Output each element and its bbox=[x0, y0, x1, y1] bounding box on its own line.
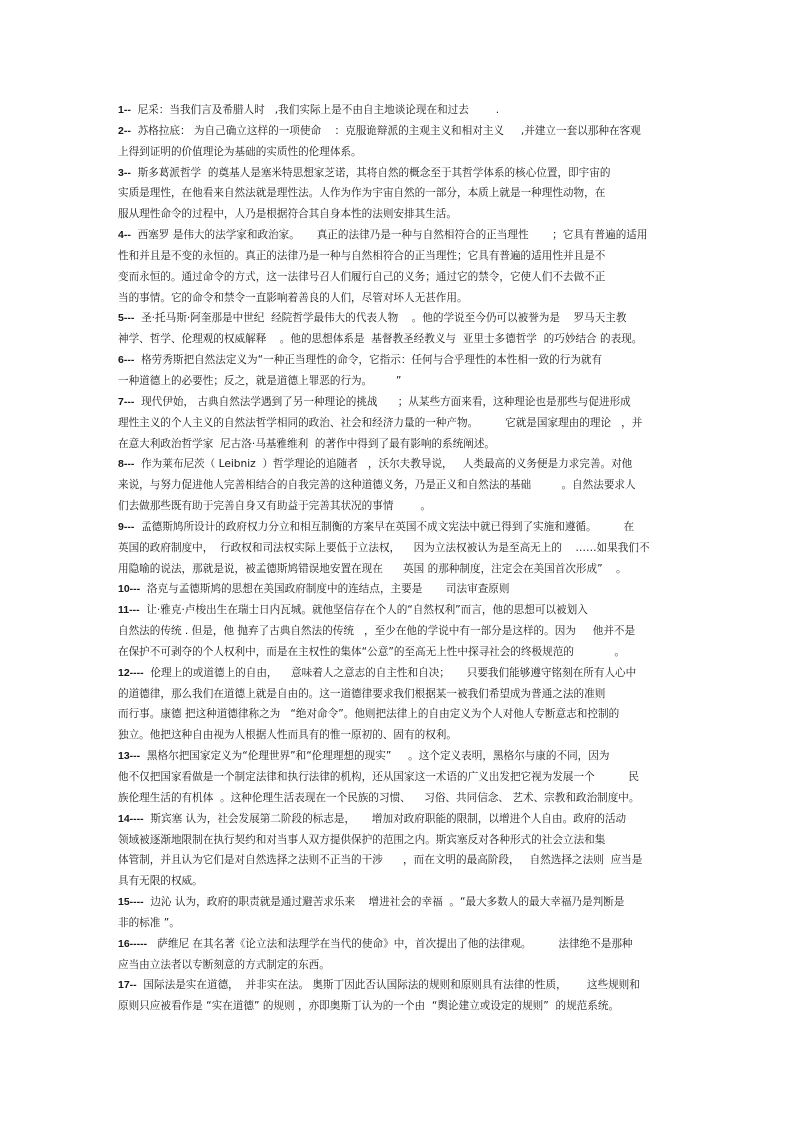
entry-number: 8--- bbox=[118, 458, 135, 471]
entry-number: 5--- bbox=[118, 312, 135, 325]
line-text: 作为莱布尼茨（ Leibniz ）哲学理论的追随者 ，沃尔夫教导说， 人类最高的义务便是力求完善。对他 bbox=[134, 458, 633, 471]
line-text: 圣·托马斯·阿奎那是中世纪 经院哲学最伟大的代表人物 。他的学说至今仍可以被誉为是 罗马天主教 bbox=[134, 312, 627, 325]
line-text: 边沁 认为，政府的职责就是通过避苦求乐来 增进社会的幸福 。“最大多数人的最大幸福乃是判断是 bbox=[143, 896, 625, 909]
line-text: 黑格尔把国家定义为“伦理世界”和“伦理理想的现实” 。这个定义表明，黑格尔与康的不同，因为 bbox=[140, 750, 610, 763]
line-text: 族伦理生活的有机体 。这种伦理生活表现在一个民族的习惯、 习俗、共同信念、 艺术、宗教和政治制度中。 bbox=[118, 791, 640, 804]
continuation-line bbox=[118, 725, 678, 746]
line-text: 萨维尼 在其名著《论立法和法理学在当代的使命》中，首次提出了他的法律观。 法律绝不是那种 bbox=[147, 937, 633, 950]
continuation-line bbox=[118, 955, 678, 976]
line-text: 现代伊始， 古典自然法学遇到了另一种理论的挑战 ；从某些方面来看，这种理论也是那些与促进形成 bbox=[134, 395, 631, 408]
line-text: 孟德斯鸠所设计的政府权力分立和相互制衡的方案早在英国不成文宪法中就已得到了实施和遵循。 在 bbox=[134, 520, 635, 533]
entry-number: 4-- bbox=[118, 229, 131, 242]
line-text: 斯多葛派哲学 的奠基人是塞米特思想家芝诺，其将自然的概念至于其哲学体系的核心位置，即宇宙的 bbox=[130, 166, 611, 179]
continuation-line bbox=[118, 496, 678, 517]
line-text: 独立。他把这种自由视为人根据人性而具有的惟一原初的、固有的权利。 bbox=[118, 729, 457, 742]
entry-number: 13--- bbox=[118, 750, 141, 763]
numbered-entry-line bbox=[118, 934, 678, 955]
continuation-line bbox=[118, 538, 678, 559]
line-text: 用隐喻的说法，那就是说，被孟德斯鸠错误地安置在现在 英国 的那种制度，注定会在美国首次形成” 。 bbox=[118, 562, 627, 575]
entry-number: 11--- bbox=[118, 604, 140, 617]
continuation-line bbox=[118, 767, 678, 788]
continuation-line bbox=[118, 996, 678, 1017]
line-text: 性和并且是不变的永恒的。真正的法律乃是一种与自然相符合的正当理性；它具有普遍的适用性并且是不 bbox=[118, 249, 606, 262]
document-body bbox=[118, 100, 678, 1017]
numbered-entry-line bbox=[118, 308, 678, 329]
entry-number: 15---- bbox=[118, 896, 144, 909]
line-text: 应当由立法者以专断刻意的方式制定的东西。 bbox=[118, 958, 330, 971]
line-text: 来说，与努力促进他人完善相结合的自我完善的这种道德义务，乃是正义和自然法的基础 。自然法要求人 bbox=[118, 479, 636, 492]
numbered-entry-line bbox=[118, 454, 678, 475]
numbered-entry-line bbox=[118, 663, 678, 684]
continuation-line bbox=[118, 267, 678, 288]
entry-number: 14---- bbox=[118, 812, 144, 825]
entry-number: 2-- bbox=[118, 124, 131, 137]
numbered-entry-line bbox=[118, 225, 678, 246]
line-text: 一种道德上的必要性；反之，就是道德上罪恶的行为。 ” bbox=[118, 374, 402, 387]
continuation-line bbox=[118, 371, 678, 392]
entry-number: 17-- bbox=[118, 979, 137, 992]
line-text: 当的事情。它的命令和禁令一直影响着善良的人们，尽管对坏人无甚作用。 bbox=[118, 291, 468, 304]
line-text: 的道德律，那么我们在道德上就是自由的。这一道德律要求我们根据某一被我们希望成为普通之法的准则 bbox=[118, 687, 606, 700]
continuation-line bbox=[118, 830, 678, 851]
line-text: 服从理性命令的过程中，人乃是根据符合其自身本性的法则安排其生活。 bbox=[118, 208, 457, 221]
numbered-entry-line bbox=[118, 809, 678, 830]
line-text: 原则只应被看作是 “实在道德” 的规则 ，亦即奥斯丁认为的一个由 “舆论建立或设定的规则” 的规范系统。 bbox=[118, 1000, 620, 1013]
line-text: 而行事。康德 把这种道德律称之为 “绝对命令”。他则把法律上的自由定义为个人对他人专断意志和控制的 bbox=[118, 708, 620, 721]
line-text: 洛克与孟德斯鸠的思想在美国政府制度中的连结点，主要是 司法审查原则 bbox=[140, 583, 510, 596]
continuation-line bbox=[118, 204, 678, 225]
line-text: 上得到证明的价值理论为基础的实质性的伦理体系。 bbox=[118, 145, 362, 158]
entry-number: 6--- bbox=[118, 354, 135, 367]
numbered-entry-line bbox=[118, 892, 678, 913]
numbered-entry-line bbox=[118, 579, 678, 600]
entry-number: 16----- bbox=[118, 937, 148, 950]
line-text: 变而永恒的。通过命令的方式，这一法律号召人们履行自己的义务；通过它的禁令，它使人们不去做不正 bbox=[118, 270, 606, 283]
continuation-line bbox=[118, 413, 678, 434]
line-text: 斯宾塞 认为，社会发展第二阶段的标志是， 增加对政府职能的限制，以增进个人自由。政府的活动 bbox=[143, 812, 627, 825]
line-text: 具有无限的权威。 bbox=[118, 875, 203, 888]
line-text: 让·雅克·卢梭出生在瑞士日内瓦城。就他坚信存在个人的“自然权利”而言，他的思想可以被划入 bbox=[139, 604, 588, 617]
line-text: 在意大利政治哲学家 尼古洛·马基雅维利 的著作中得到了最有影响的系统阐述。 bbox=[118, 437, 496, 450]
numbered-entry-line bbox=[118, 392, 678, 413]
entry-number: 3-- bbox=[118, 166, 131, 179]
numbered-entry-line bbox=[118, 600, 678, 621]
continuation-line bbox=[118, 434, 678, 455]
continuation-line bbox=[118, 142, 678, 163]
line-text: 们去做那些既有助于完善自身又有助益于完善其状况的事情 。 bbox=[118, 500, 431, 513]
numbered-entry-line bbox=[118, 350, 678, 371]
line-text: 自然法的传统 . 但是，他 抛弃了古典自然法的传统 ，至少在他的学说中有一部分是这样的。因为 他并不是 bbox=[118, 625, 636, 638]
line-text: 在保护不可剥夺的个人权利中，而是在主权性的集体“公意”的至高无上性中探寻社会的终极规范的 。 bbox=[118, 645, 625, 658]
continuation-line bbox=[118, 288, 678, 309]
line-text: 英国的政府制度中， 行政权和司法权实际上要低于立法权， 因为立法权被认为是至高无上的 ……如果我们不 bbox=[118, 541, 650, 554]
line-text: 他不仅把国家看做是一个制定法律和执行法律的机构，还从国家这一术语的广义出发把它视为发展一个 民 bbox=[118, 771, 639, 783]
numbered-entry-line bbox=[118, 100, 678, 121]
continuation-line bbox=[118, 621, 678, 642]
line-text: 非的标准 ”。 bbox=[118, 916, 180, 929]
continuation-line bbox=[118, 475, 678, 496]
entry-number: 12---- bbox=[118, 666, 144, 679]
numbered-entry-line bbox=[118, 975, 678, 996]
numbered-entry-line bbox=[118, 746, 678, 767]
continuation-line bbox=[118, 329, 678, 350]
continuation-line bbox=[118, 246, 678, 267]
continuation-line bbox=[118, 684, 678, 705]
continuation-line bbox=[118, 850, 678, 871]
line-text: 神学、哲学、伦理观的权威解释 。他的思想体系是 基督教圣经教义与 亚里士多德哲学 的巧妙结合 的表现。 bbox=[118, 333, 643, 346]
numbered-entry-line bbox=[118, 163, 678, 184]
continuation-line bbox=[118, 559, 678, 580]
entry-number: 9--- bbox=[118, 520, 135, 533]
entry-number: 1-- bbox=[118, 104, 131, 116]
continuation-line bbox=[118, 913, 678, 934]
entry-number: 10--- bbox=[118, 583, 141, 596]
continuation-line bbox=[118, 704, 678, 725]
line-text: 尼采：当我们言及希腊人时 ,我们实际上是不由自主地谈论现在和过去 . bbox=[130, 104, 500, 116]
line-text: 西塞罗 是伟大的法学家和政治家。 真正的法律乃是一种与自然相符合的正当理性 ；它具有普遍的适用 bbox=[130, 229, 648, 242]
line-text: 实质是理性，在他看来自然法就是理性法。人作为作为宇宙自然的一部分，本质上就是一种理性动物，在 bbox=[118, 187, 606, 200]
line-text: 领域被逐渐地限制在执行契约和对当事人双方提供保护的范围之内。斯宾塞反对各种形式的社会立法和集 bbox=[118, 833, 606, 846]
numbered-entry-line bbox=[118, 517, 678, 538]
line-text: 伦理上的或道德上的自由， 意味着人之意志的自主性和自决； 只要我们能够遵守铭刻在所有人心中 bbox=[143, 666, 637, 679]
line-text: 理性主义的个人主义的自然法哲学相同的政治、社会和经济力量的一种产物。 它就是国家理由的理论 ，并 bbox=[118, 416, 643, 429]
continuation-line bbox=[118, 183, 678, 204]
line-text: 国际法是实在道德， 并非实在法。 奥斯丁因此否认国际法的规则和原则具有法律的性质， 这些规则和 bbox=[136, 979, 640, 992]
line-text: 苏格拉底： 为自己确立这样的一项使命 ：克服诡辩派的主观主义和相对主义 ,并建立一套以那种在客观 bbox=[130, 124, 641, 137]
numbered-entry-line bbox=[118, 121, 678, 142]
continuation-line bbox=[118, 871, 678, 892]
entry-number: 7--- bbox=[118, 395, 135, 408]
line-text: 体管制，并且认为它们是对自然选择之法则不正当的干涉 ，而在文明的最高阶段， 自然选择之法则 应当是 bbox=[118, 854, 643, 867]
continuation-line bbox=[118, 642, 678, 663]
line-text: 格劳秀斯把自然法定义为“一种正当理性的命令，它指示：任何与合乎理性的本性相一致的行为就有 bbox=[134, 354, 603, 367]
continuation-line bbox=[118, 788, 678, 809]
